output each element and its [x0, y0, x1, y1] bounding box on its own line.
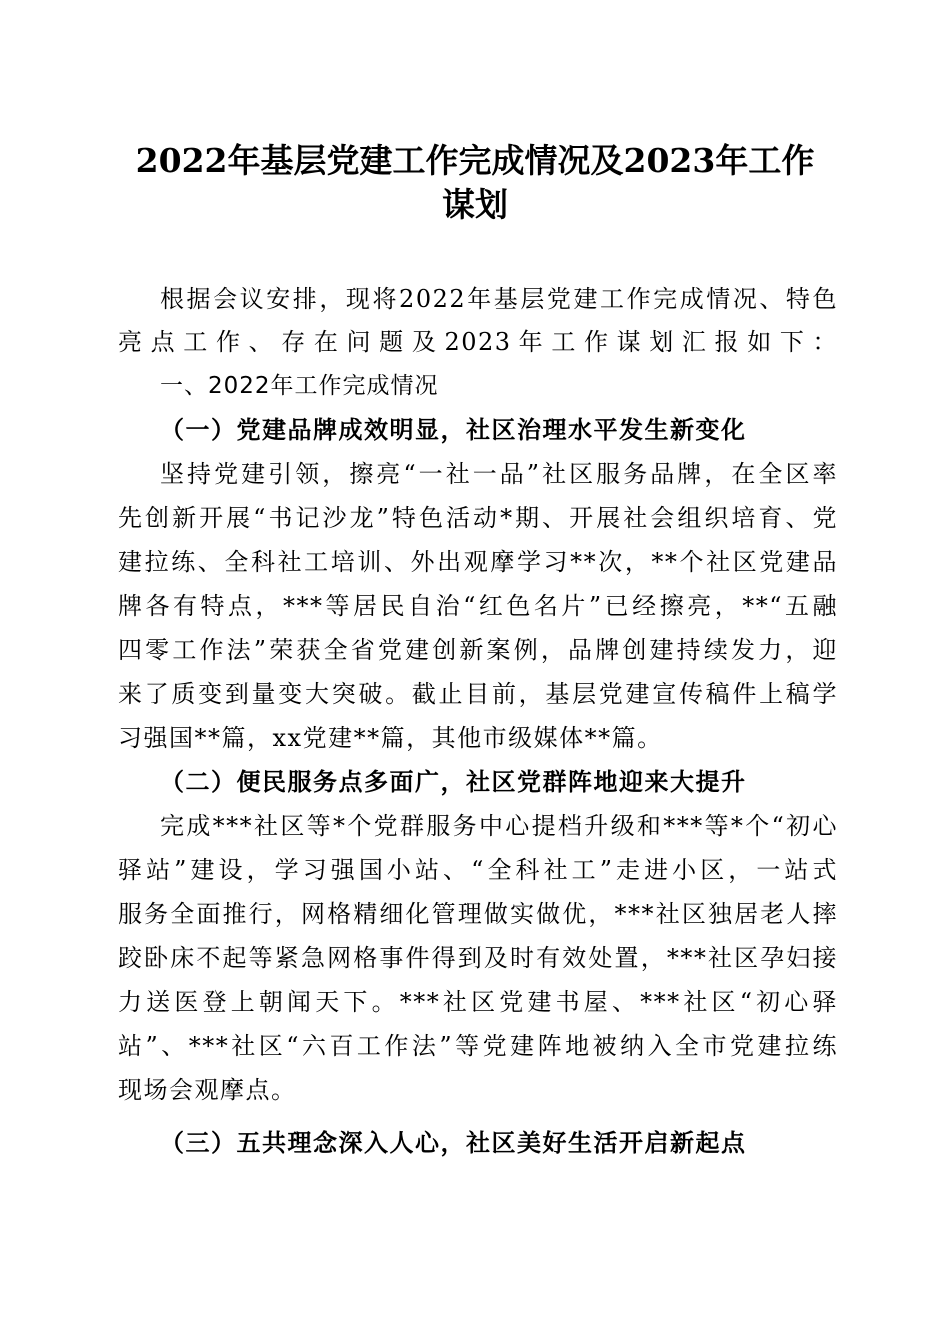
subsection-2-line-6: 站”、***社区“六百工作法”等党建阵地被纳入全市党建拉练: [118, 1032, 838, 1060]
section-1-heading: 一、2022年工作完成情况: [160, 373, 439, 399]
subsection-2-heading: （二）便民服务点多面广，社区党群阵地迎来大提升: [160, 767, 747, 796]
subsection-1-line-7: 习强国**篇，xx党建**篇，其他市级媒体**篇。: [118, 724, 663, 752]
subsection-2-line-1: 完成***社区等*个党群服务中心提档升级和***等*个“初心: [160, 812, 838, 840]
subsection-1-line-3: 建拉练、全科社工培训、外出观摩学习**次，**个社区党建品: [118, 548, 838, 576]
subsection-2-line-7: 现场会观摩点。: [118, 1076, 297, 1104]
subsection-2-line-3: 服务全面推行，网格精细化管理做实做优，***社区独居老人摔: [118, 900, 838, 928]
document-title-line-2: 谋划: [442, 185, 508, 224]
subsection-2-line-2: 驿站”建设，学习强国小站、“全科社工”走进小区，一站式: [118, 856, 838, 884]
subsection-1-line-5: 四零工作法”荣获全省党建创新案例，品牌创建持续发力，迎: [118, 636, 838, 664]
subsection-1-heading: （一）党建品牌成效明显，社区治理水平发生新变化: [160, 415, 747, 444]
subsection-2-line-4: 跤卧床不起等紧急网格事件得到及时有效处置，***社区孕妇接: [118, 944, 838, 972]
document-title-line-1: 2022年基层党建工作完成情况及2023年工作: [135, 141, 815, 180]
intro-line-2: 亮点工作、存在问题及2023年工作谋划汇报如下：: [118, 328, 838, 356]
intro-line-1: 根据会议安排，现将2022年基层党建工作完成情况、特色: [160, 285, 838, 313]
subsection-2-line-5: 力送医登上朝闻天下。***社区党建书屋、***社区“初心驿: [118, 988, 838, 1016]
subsection-1-line-2: 先创新开展“书记沙龙”特色活动*期、开展社会组织培育、党: [118, 504, 838, 532]
subsection-1-line-6: 来了质变到量变大突破。截止目前，基层党建宣传稿件上稿学: [118, 680, 838, 708]
subsection-1-line-4: 牌各有特点，***等居民自治“红色名片”已经擦亮，**“五融: [118, 592, 838, 620]
subsection-1-line-1: 坚持党建引领，擦亮“一社一品”社区服务品牌，在全区率: [160, 460, 838, 488]
subsection-3-heading: （三）五共理念深入人心，社区美好生活开启新起点: [160, 1128, 747, 1157]
